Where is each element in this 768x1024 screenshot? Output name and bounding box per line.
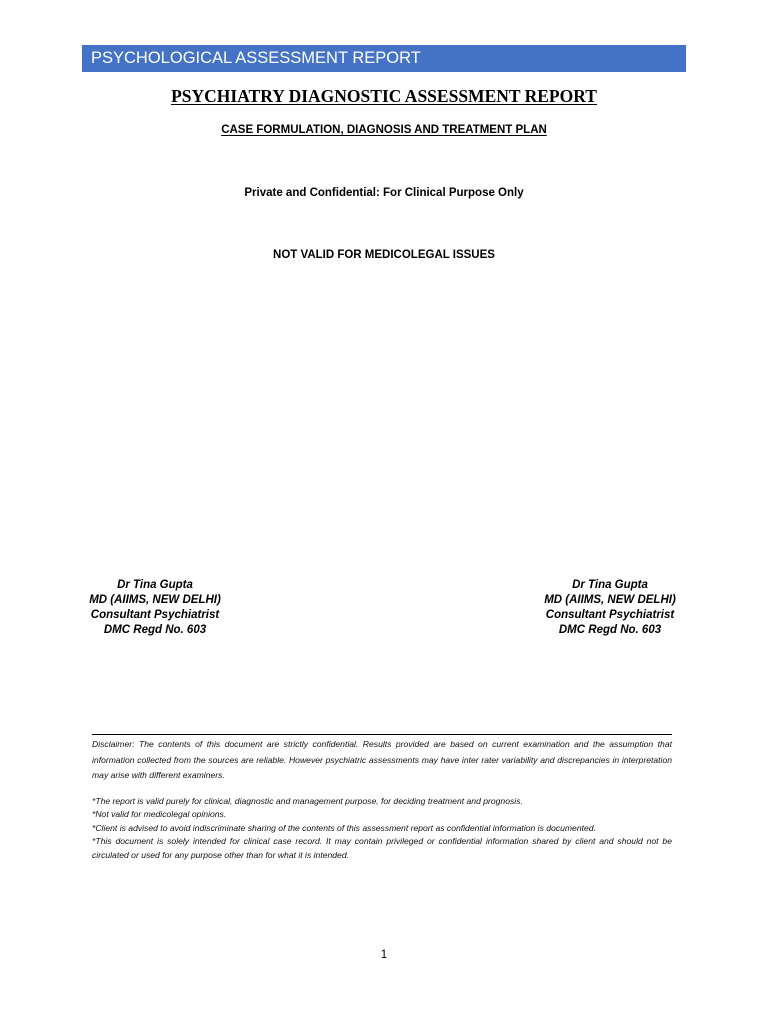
disclaimer-notes [92,795,672,863]
signatory-degree: MD (AIIMS, NEW DELHI) [89,594,221,606]
signatory-name: Dr Tina Gupta [117,579,193,591]
disclaimer-note: *Client is advised to avoid indiscriminate sharing of the contents of this assessment report as confidential information is documented. [92,822,596,833]
signatory-registration: DMC Regd No. 603 [103,624,207,636]
document-subtitle: CASE FORMULATION, DIAGNOSIS AND TREATMENT PLAN [221,124,547,136]
validity-notice: NOT VALID FOR MEDICOLEGAL ISSUES [273,249,495,261]
signature-block-left [55,578,255,638]
disclaimer-note: *The report is valid purely for clinical, diagnostic and management purpose, for deciding treatment and prognosis. [92,795,523,806]
document-title: PSYCHIATRY DIAGNOSTIC ASSESSMENT REPORT [171,86,597,106]
signatory-name: Dr Tina Gupta [572,579,648,591]
disclaimer-paragraph: Disclaimer: The contents of this document are strictly confidential. Results provided are based on current examination and the assumption that information collected from the sources are reliable. However psychiatric assessments may have inter rater variability and discrepancies in interpretation may arise with different examiners. [92,739,672,780]
signatory-registration: DMC Regd No. 603 [558,624,662,636]
disclaimer-note: *Not valid for medicolegal opinions. [92,809,227,819]
signatory-degree: MD (AIIMS, NEW DELHI) [544,594,676,606]
header-band-title: PSYCHOLOGICAL ASSESSMENT REPORT [91,49,421,67]
confidential-notice: Private and Confidential: For Clinical Purpose Only [244,187,524,199]
signature-block-right [510,578,710,638]
header-band [82,45,686,72]
disclaimer-note: *This document is solely intended for clinical case record. It may contain privileged or confidential information shared by client and should not be circulated or used for any purpose other than for what it is intended. [92,836,672,860]
signatory-designation: Consultant Psychiatrist [90,609,220,621]
disclaimer-section [92,734,672,862]
page-number: 1 [380,949,388,961]
signatory-designation: Consultant Psychiatrist [545,609,675,621]
